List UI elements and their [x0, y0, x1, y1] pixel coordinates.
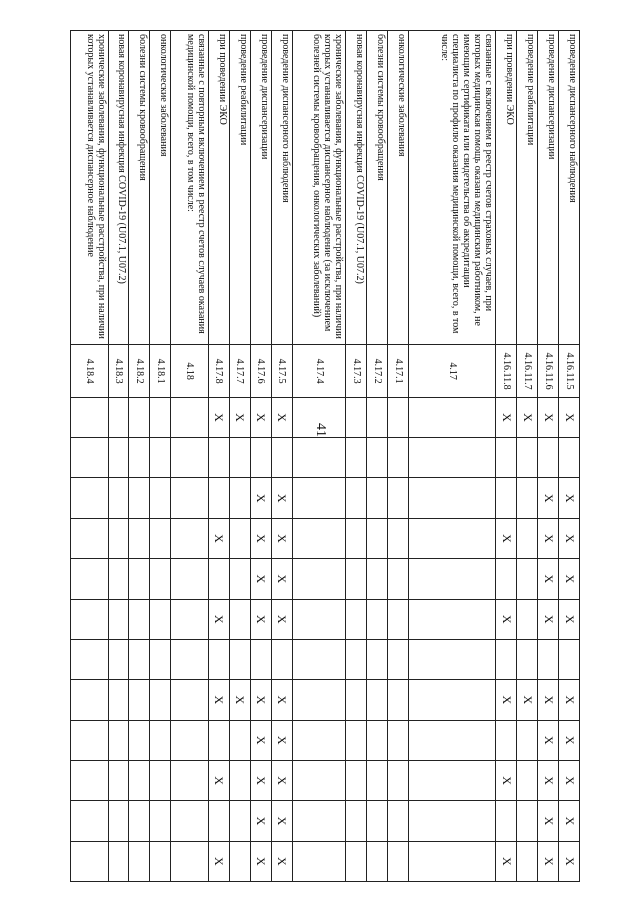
mark-cell	[388, 720, 409, 760]
mark-cell	[108, 397, 129, 437]
mark-cell: X	[538, 478, 559, 518]
mark-cell	[229, 720, 250, 760]
mark-cell: X	[271, 760, 292, 800]
mark-cell: X	[496, 680, 517, 720]
mark-cell	[250, 438, 271, 478]
mark-cell: X	[496, 397, 517, 437]
row-name-cell: болезни системы кровообращения	[367, 31, 388, 345]
mark-cell: X	[229, 680, 250, 720]
mark-cell	[129, 841, 150, 881]
table-row	[171, 31, 208, 882]
rotated-table-container	[70, 30, 580, 882]
mark-cell	[108, 438, 129, 478]
table-row	[496, 31, 517, 882]
mark-cell	[292, 518, 346, 558]
mark-cell	[229, 559, 250, 599]
table-row	[108, 31, 129, 882]
mark-cell	[150, 438, 171, 478]
mark-cell	[229, 841, 250, 881]
mark-cell	[292, 478, 346, 518]
row-code-cell: 4.17.2	[367, 345, 388, 397]
mark-cell	[229, 639, 250, 679]
mark-cell	[71, 559, 109, 599]
mark-cell: X	[208, 397, 229, 437]
mark-cell	[367, 599, 388, 639]
mark-cell	[496, 639, 517, 679]
mark-cell	[346, 438, 367, 478]
mark-cell	[208, 559, 229, 599]
row-code-cell: 4.18.1	[150, 345, 171, 397]
row-code-cell: 4.17.6	[250, 345, 271, 397]
row-code-cell: 4.17.5	[271, 345, 292, 397]
mark-cell: X	[538, 397, 559, 437]
mark-cell	[517, 559, 538, 599]
mark-cell	[409, 680, 496, 720]
row-name-cell: при проведении ЭКО	[496, 31, 517, 345]
mark-cell: X	[559, 559, 580, 599]
mark-cell: X	[250, 518, 271, 558]
mark-cell: X	[208, 518, 229, 558]
row-name-cell: хронические заболевания, функциональные расстройства, при наличии которых устанавливается диспансерное наблюдение	[71, 31, 109, 345]
mark-cell	[292, 841, 346, 881]
mark-cell	[171, 559, 208, 599]
mark-cell: X	[250, 841, 271, 881]
mark-cell	[71, 639, 109, 679]
mark-cell: X	[250, 680, 271, 720]
mark-cell: X	[559, 478, 580, 518]
row-name-cell: связанные с включением в реестр счетов страховых случаев, при которых медицинская помощь оказана медицинским работником, не имеющим сертификата или свидетельства об аккредитации специалиста по профилю оказания медицинской помощи, всего, в том числе:	[409, 31, 496, 345]
row-code-cell: 4.17	[409, 345, 496, 397]
mark-cell	[108, 720, 129, 760]
row-code-cell: 4.17.8	[208, 345, 229, 397]
mark-cell	[108, 801, 129, 841]
row-code-cell: 4.16.11.8	[496, 345, 517, 397]
mark-cell	[388, 760, 409, 800]
mark-cell	[150, 518, 171, 558]
mark-cell	[129, 438, 150, 478]
mark-cell	[367, 841, 388, 881]
row-name-cell: онкологические заболевания	[388, 31, 409, 345]
mark-cell	[229, 478, 250, 518]
table-row	[250, 31, 271, 882]
mark-cell	[346, 841, 367, 881]
mark-cell	[171, 801, 208, 841]
mark-cell: X	[496, 760, 517, 800]
mark-cell	[388, 599, 409, 639]
mark-cell	[171, 438, 208, 478]
table-row	[71, 31, 109, 882]
mark-cell	[150, 397, 171, 437]
mark-cell: X	[271, 841, 292, 881]
table-body	[71, 31, 580, 882]
row-code-cell: 4.16.11.6	[538, 345, 559, 397]
mark-cell: X	[250, 478, 271, 518]
mark-cell	[517, 720, 538, 760]
mark-cell	[71, 720, 109, 760]
row-name-cell: проведение реабилитации	[229, 31, 250, 345]
mark-cell	[388, 397, 409, 437]
mark-cell	[346, 760, 367, 800]
row-code-cell: 4.16.11.5	[559, 345, 580, 397]
row-name-cell: проведение реабилитации	[517, 31, 538, 345]
mark-cell	[496, 720, 517, 760]
mark-cell	[71, 518, 109, 558]
mark-cell	[346, 599, 367, 639]
mark-cell	[388, 559, 409, 599]
mark-cell	[367, 559, 388, 599]
mark-cell: X	[538, 720, 559, 760]
row-code-cell: 4.18.2	[129, 345, 150, 397]
mark-cell: X	[517, 397, 538, 437]
mark-cell: X	[250, 599, 271, 639]
mark-cell: X	[250, 397, 271, 437]
page-number: 41	[313, 423, 328, 437]
mark-cell	[150, 760, 171, 800]
mark-cell	[517, 478, 538, 518]
mark-cell	[388, 438, 409, 478]
mark-cell: X	[250, 720, 271, 760]
mark-cell	[71, 801, 109, 841]
mark-cell: X	[538, 801, 559, 841]
table-row	[292, 31, 346, 882]
row-code-cell: 4.17.1	[388, 345, 409, 397]
mark-cell	[229, 438, 250, 478]
mark-cell	[517, 841, 538, 881]
mark-cell	[171, 680, 208, 720]
row-name-cell: онкологические заболевания	[150, 31, 171, 345]
row-code-cell: 4.16.11.7	[517, 345, 538, 397]
mark-cell	[150, 720, 171, 760]
mark-cell	[517, 639, 538, 679]
mark-cell	[346, 559, 367, 599]
mark-cell: X	[271, 720, 292, 760]
mark-cell	[208, 639, 229, 679]
mark-cell	[150, 841, 171, 881]
mark-cell: X	[271, 397, 292, 437]
mark-cell	[517, 599, 538, 639]
mark-cell	[129, 801, 150, 841]
mark-cell	[496, 559, 517, 599]
mark-cell	[271, 438, 292, 478]
mark-cell	[409, 438, 496, 478]
mark-cell	[388, 639, 409, 679]
mark-cell	[292, 438, 346, 478]
mark-cell: X	[538, 559, 559, 599]
mark-cell	[292, 801, 346, 841]
mark-cell: X	[271, 599, 292, 639]
mark-cell	[367, 397, 388, 437]
mark-cell	[171, 760, 208, 800]
mark-cell: X	[271, 801, 292, 841]
mark-cell	[346, 518, 367, 558]
row-name-cell: при проведении ЭКО	[208, 31, 229, 345]
mark-cell: X	[208, 680, 229, 720]
mark-cell	[129, 599, 150, 639]
mark-cell	[129, 639, 150, 679]
mark-cell	[409, 801, 496, 841]
mark-cell	[346, 720, 367, 760]
mark-cell	[271, 639, 292, 679]
mark-cell: X	[538, 760, 559, 800]
mark-cell	[71, 397, 109, 437]
mark-cell	[346, 478, 367, 518]
mark-cell	[250, 639, 271, 679]
row-name-cell: связанные с повторным включением в реестр счетов случаев оказания медицинской помощи, всего, в том числе:	[171, 31, 208, 345]
mark-cell	[292, 760, 346, 800]
mark-cell	[346, 680, 367, 720]
mark-cell	[150, 559, 171, 599]
mark-cell: X	[271, 559, 292, 599]
row-name-cell: новая коронавирусная инфекция COVID-19 (U07.1, U07.2)	[108, 31, 129, 345]
mark-cell	[409, 841, 496, 881]
mark-cell: X	[538, 680, 559, 720]
mark-cell	[496, 438, 517, 478]
mark-cell	[108, 559, 129, 599]
row-name-cell: проведение диспансеризации	[250, 31, 271, 345]
mark-cell	[71, 599, 109, 639]
mark-cell: X	[559, 680, 580, 720]
mark-cell	[208, 438, 229, 478]
mark-cell	[367, 438, 388, 478]
mark-cell	[71, 760, 109, 800]
mark-cell	[150, 639, 171, 679]
row-code-cell: 4.18.4	[71, 345, 109, 397]
row-name-cell: проведение диспансерного наблюдения	[559, 31, 580, 345]
mark-cell	[538, 639, 559, 679]
mark-cell	[71, 478, 109, 518]
mark-cell	[129, 720, 150, 760]
mark-cell	[171, 599, 208, 639]
table-row	[559, 31, 580, 882]
mark-cell	[409, 720, 496, 760]
mark-cell	[292, 559, 346, 599]
mark-cell: X	[559, 720, 580, 760]
mark-cell	[150, 478, 171, 518]
mark-cell	[208, 478, 229, 518]
mark-cell	[388, 518, 409, 558]
row-code-cell: 4.18.3	[108, 345, 129, 397]
mark-cell: X	[538, 518, 559, 558]
mark-cell	[171, 639, 208, 679]
mark-cell	[409, 518, 496, 558]
row-name-cell: проведение диспансерного наблюдения	[271, 31, 292, 345]
table-row	[538, 31, 559, 882]
row-name-cell: болезни системы кровообращения	[129, 31, 150, 345]
mark-cell: X	[229, 397, 250, 437]
mark-cell	[229, 518, 250, 558]
mark-cell	[208, 720, 229, 760]
mark-cell: X	[208, 599, 229, 639]
mark-cell	[292, 720, 346, 760]
mark-cell: X	[496, 841, 517, 881]
mark-cell	[71, 680, 109, 720]
mark-cell	[129, 680, 150, 720]
mark-cell	[108, 760, 129, 800]
mark-cell	[292, 397, 346, 437]
table-row	[208, 31, 229, 882]
table-row	[409, 31, 496, 882]
mark-cell	[409, 760, 496, 800]
mark-cell: X	[559, 397, 580, 437]
mark-cell	[559, 639, 580, 679]
mark-cell	[559, 438, 580, 478]
mark-cell	[129, 397, 150, 437]
mark-cell: X	[250, 559, 271, 599]
table-row	[367, 31, 388, 882]
mark-cell	[171, 841, 208, 881]
mark-cell	[129, 760, 150, 800]
mark-cell	[517, 518, 538, 558]
table-row	[388, 31, 409, 882]
table-row	[129, 31, 150, 882]
mark-cell	[367, 518, 388, 558]
mark-cell	[229, 801, 250, 841]
mark-cell	[71, 438, 109, 478]
mark-cell: X	[517, 680, 538, 720]
mark-cell	[108, 841, 129, 881]
mark-cell	[129, 559, 150, 599]
mark-cell	[517, 760, 538, 800]
mark-cell	[208, 801, 229, 841]
table-row	[229, 31, 250, 882]
mark-cell	[346, 639, 367, 679]
mark-cell: X	[250, 760, 271, 800]
mark-cell	[108, 478, 129, 518]
mark-cell: X	[208, 841, 229, 881]
row-code-cell: 4.18	[171, 345, 208, 397]
mark-cell	[538, 438, 559, 478]
mark-cell	[367, 478, 388, 518]
mark-cell	[388, 680, 409, 720]
mark-cell: X	[538, 599, 559, 639]
mark-cell	[496, 478, 517, 518]
mark-cell	[292, 680, 346, 720]
mark-cell: X	[208, 760, 229, 800]
mark-cell	[409, 397, 496, 437]
mark-cell	[367, 680, 388, 720]
row-code-cell: 4.17.7	[229, 345, 250, 397]
mark-cell	[171, 720, 208, 760]
mark-cell	[108, 680, 129, 720]
mark-cell	[409, 559, 496, 599]
table-row	[150, 31, 171, 882]
mark-cell	[517, 801, 538, 841]
mark-cell: X	[496, 599, 517, 639]
mark-cell: X	[271, 680, 292, 720]
mark-cell	[229, 760, 250, 800]
mark-cell: X	[559, 518, 580, 558]
mark-cell	[150, 680, 171, 720]
mark-cell: X	[559, 801, 580, 841]
mark-cell	[388, 801, 409, 841]
mark-cell	[292, 599, 346, 639]
mark-cell: X	[271, 518, 292, 558]
mark-cell	[346, 397, 367, 437]
mark-cell: X	[271, 478, 292, 518]
mark-cell	[171, 478, 208, 518]
mark-cell	[108, 639, 129, 679]
mark-cell	[409, 599, 496, 639]
mark-cell	[367, 639, 388, 679]
mark-cell	[150, 599, 171, 639]
mark-cell	[129, 518, 150, 558]
mark-cell: X	[250, 801, 271, 841]
row-code-cell: 4.17.4	[292, 345, 346, 397]
table-row	[346, 31, 367, 882]
row-name-cell: новая коронавирусная инфекция COVID-19 (U07.1, U07.2)	[346, 31, 367, 345]
row-name-cell: хронические заболевания, функциональные расстройства, при наличии которых устанавливается диспансерное наблюдение (за исключением болезней системы кровообращения, онкологических заболеваний)	[292, 31, 346, 345]
mark-cell	[409, 639, 496, 679]
mark-cell: X	[559, 599, 580, 639]
mark-cell	[367, 760, 388, 800]
mark-cell	[150, 801, 171, 841]
mark-cell	[388, 841, 409, 881]
mark-cell	[496, 801, 517, 841]
data-table	[70, 30, 580, 882]
mark-cell	[108, 518, 129, 558]
table-row	[271, 31, 292, 882]
mark-cell: X	[559, 841, 580, 881]
row-code-cell: 4.17.3	[346, 345, 367, 397]
mark-cell: X	[538, 841, 559, 881]
mark-cell: X	[559, 760, 580, 800]
mark-cell	[171, 518, 208, 558]
mark-cell	[346, 801, 367, 841]
row-name-cell: проведение диспансеризации	[538, 31, 559, 345]
mark-cell	[229, 599, 250, 639]
mark-cell	[108, 599, 129, 639]
mark-cell	[517, 438, 538, 478]
mark-cell	[129, 478, 150, 518]
mark-cell: X	[496, 518, 517, 558]
mark-cell	[367, 720, 388, 760]
mark-cell	[171, 397, 208, 437]
mark-cell	[292, 639, 346, 679]
mark-cell	[409, 478, 496, 518]
mark-cell	[388, 478, 409, 518]
mark-cell	[367, 801, 388, 841]
table-row	[517, 31, 538, 882]
mark-cell	[71, 841, 109, 881]
